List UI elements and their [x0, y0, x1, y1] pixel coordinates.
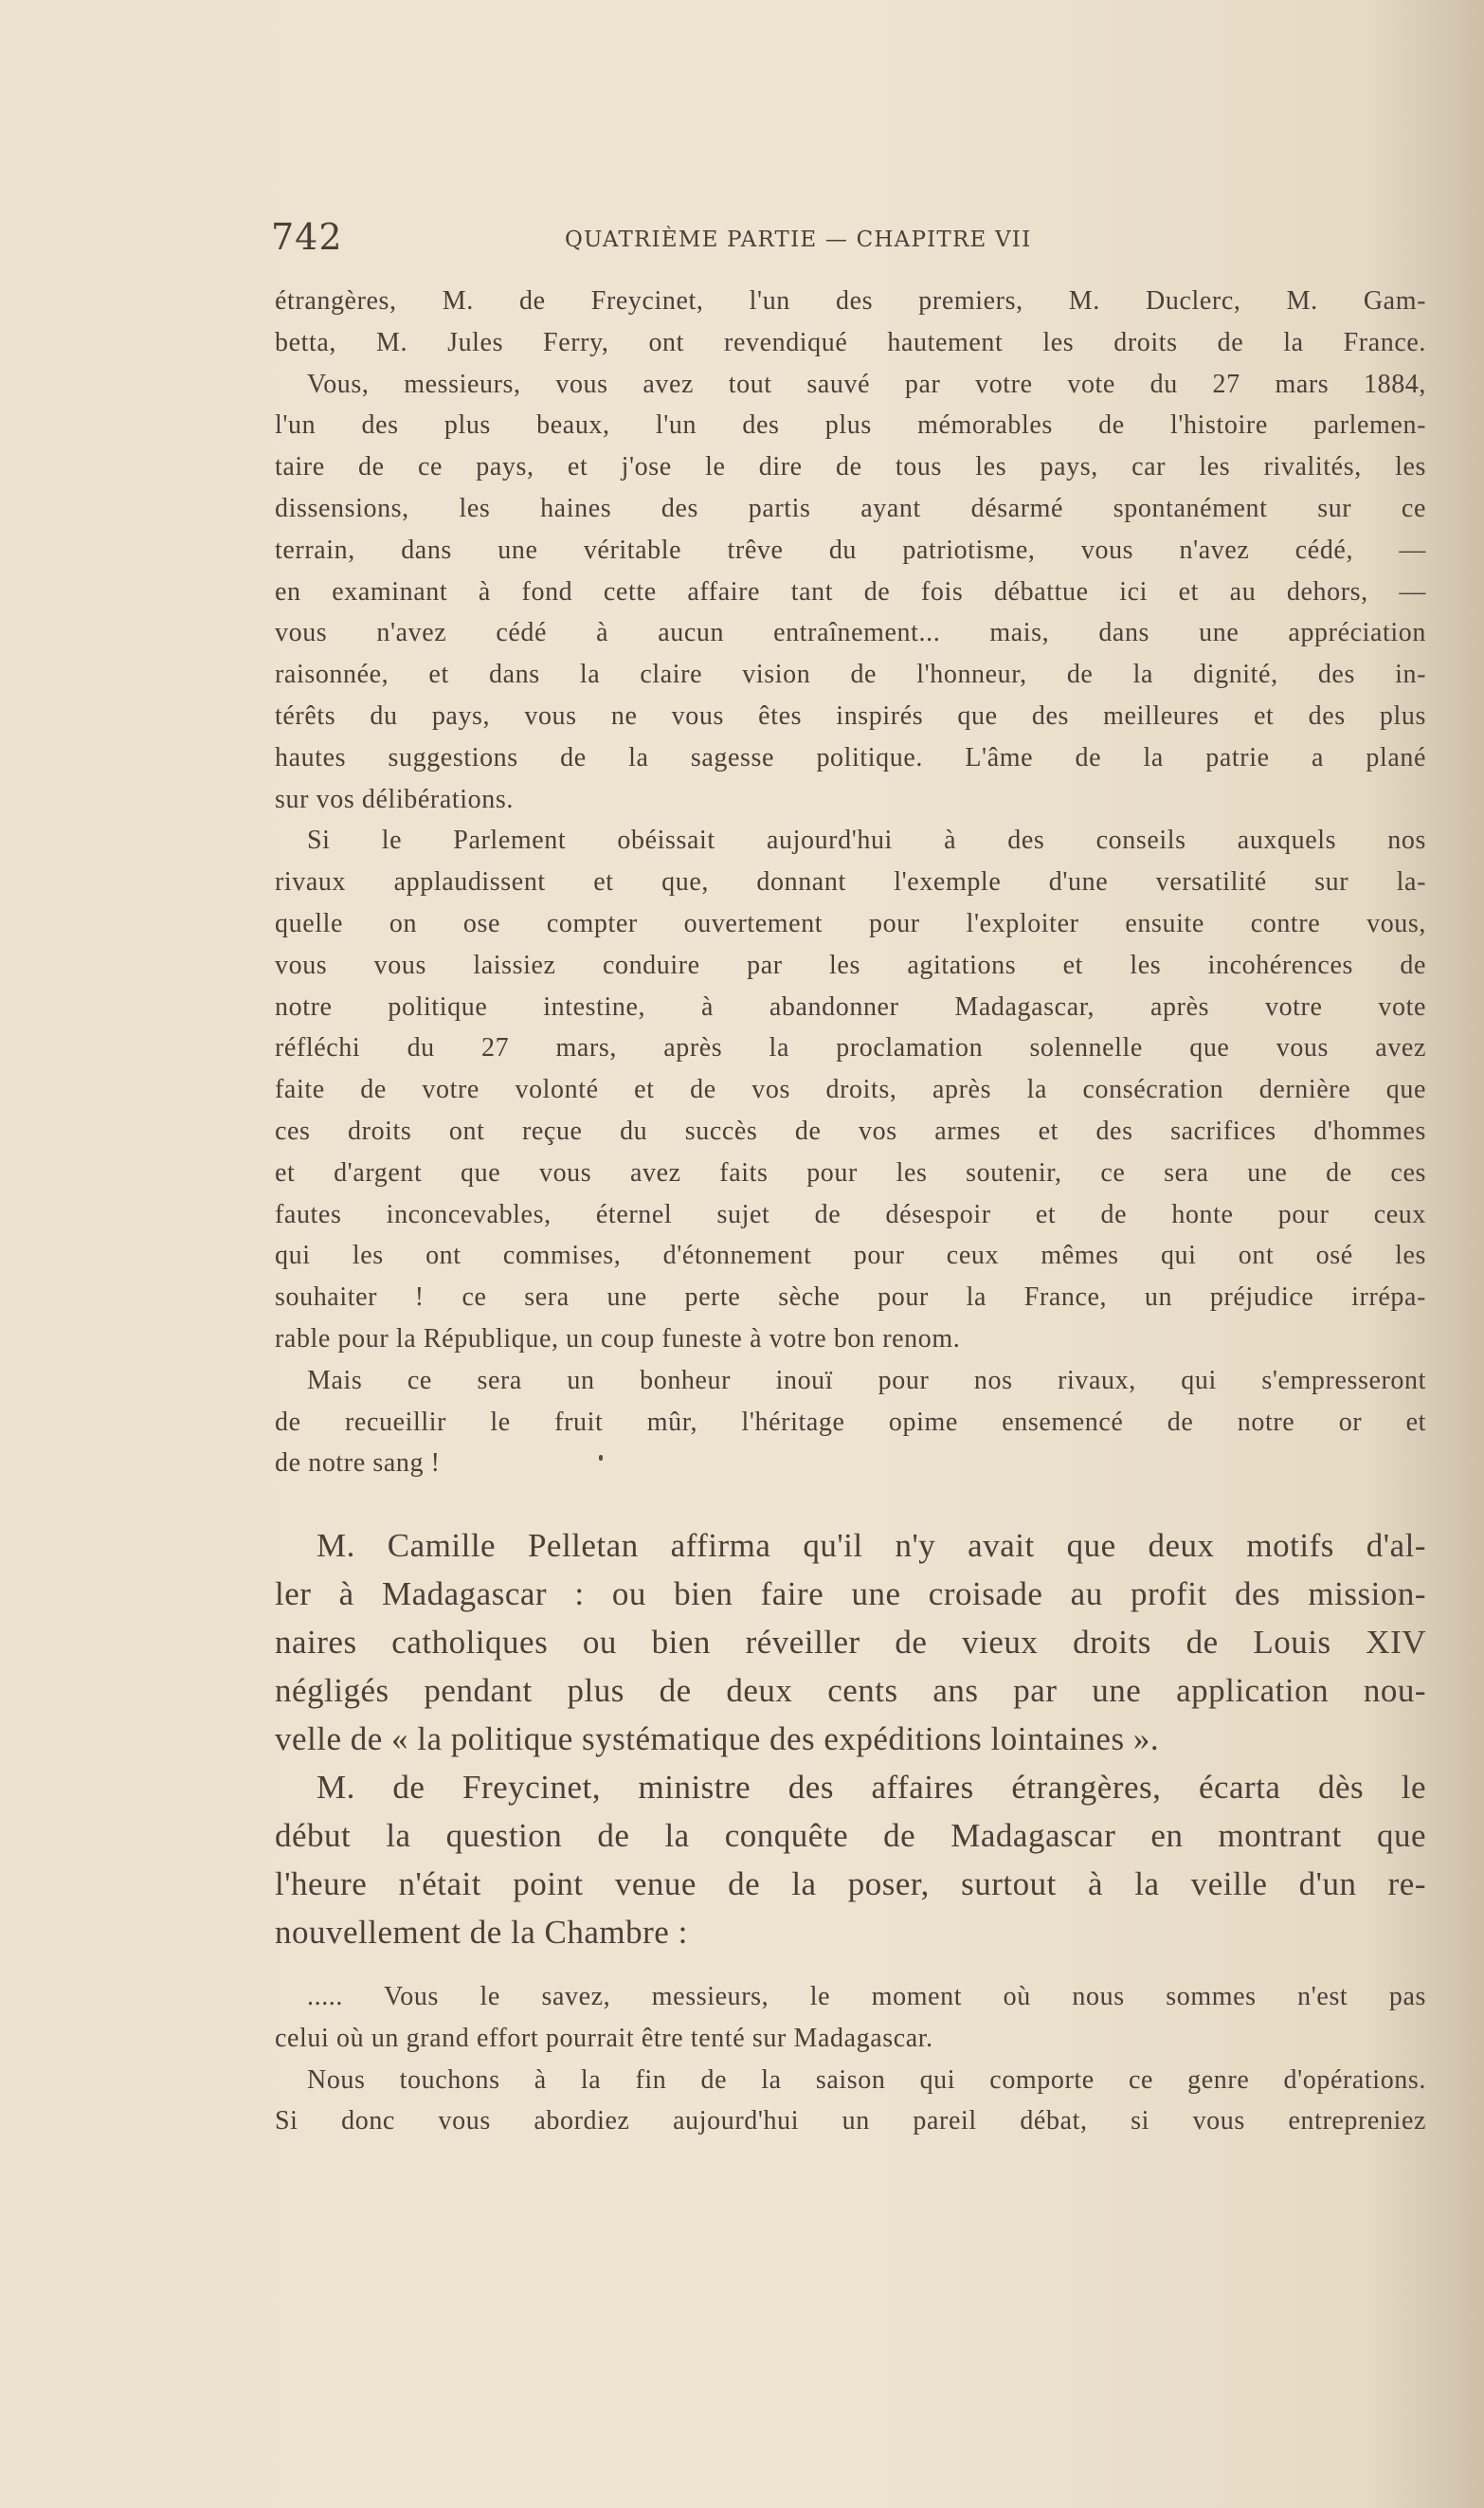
text-line: ler à Madagascar : ou bien faire une croisade au profit des mission- [275, 1575, 1426, 1612]
text-line: taire de ce pays, et j'ose le dire de tous les pays, car les rivalités, les [275, 452, 1426, 482]
text-line: de recueillir le fruit mûr, l'héritage opime ensemencé de notre or et [275, 1407, 1426, 1437]
text-line: Si donc vous abordiez aujourd'hui un pareil débat, si vous entrepreniez [275, 2106, 1426, 2136]
text-line: betta, M. Jules Ferry, ont revendiqué hautement les droits de la France. [275, 327, 1426, 357]
text-line: en examinant à fond cette affaire tant de fois débattue ici et au dehors, — [275, 576, 1426, 607]
quoted-speech-freycinet [275, 1976, 1426, 2142]
page-number: 742 [271, 216, 343, 258]
text-line: terrain, dans une véritable trêve du patriotisme, vous n'avez cédé, — [275, 535, 1426, 565]
text-line: début la question de la conquête de Madagascar en montrant que [275, 1817, 1426, 1854]
quoted-speech [275, 281, 1426, 1484]
text-line: raisonnée, et dans la claire vision de l'honneur, de la dignité, des in- [275, 660, 1426, 690]
text-line: quelle on ose compter ouvertement pour l'exploiter ensuite contre vous, [275, 908, 1426, 938]
text-line: ..... Vous le savez, messieurs, le moment où nous sommes n'est pas [307, 1982, 1426, 2011]
text-line: sur vos délibérations. [275, 784, 514, 814]
text-line: étrangères, M. de Freycinet, l'un des premiers, M. Duclerc, M. Gam- [275, 286, 1426, 316]
narrative-paragraphs [275, 1521, 1426, 1956]
text-line: faite de votre volonté et de vos droits, après la consécration dernière que [275, 1075, 1426, 1105]
text-line: l'un des plus beaux, l'un des plus mémorables de l'histoire parlemen- [275, 410, 1426, 441]
text-line: fautes inconcevables, éternel sujet de désespoir et de honte pour ceux [275, 1199, 1426, 1229]
text-line: Nous touchons à la fin de la saison qui comporte ce genre d'opérations. [307, 2064, 1426, 2095]
text-line: vous vous laissiez conduire par les agitations et les incohérences de [275, 950, 1426, 980]
text-line: de notre sang ! [275, 1448, 441, 1479]
text-line: térêts du pays, vous ne vous êtes inspirés que des meilleures et des plus [275, 700, 1426, 731]
text-line: négligés pendant plus de deux cents ans par une application nou- [275, 1672, 1426, 1709]
text-line: rable pour la République, un coup funeste à votre bon renom. [275, 1323, 961, 1354]
text-line: Vous, messieurs, vous avez tout sauvé par votre vote du 27 mars 1884, [307, 369, 1426, 399]
text-line: notre politique intestine, à abandonner Madagascar, après votre vote [275, 991, 1426, 1022]
text-line: M. Camille Pelletan affirma qu'il n'y avait que deux motifs d'al- [317, 1527, 1426, 1564]
text-line: rivaux applaudissent et que, donnant l'exemple d'une versatilité sur la- [275, 867, 1426, 898]
text-line: velle de « la politique systématique des expéditions lointaines ». [275, 1720, 1160, 1757]
text-line: l'heure n'était point venue de la poser, surtout à la veille d'un re- [275, 1865, 1426, 1902]
text-line: vous n'avez cédé à aucun entraînement... mais, dans une appréciation [275, 618, 1426, 648]
text-line: réfléchi du 27 mars, après la proclamation solennelle que vous avez [275, 1033, 1426, 1063]
text-line: M. de Freycinet, ministre des affaires étrangères, écarta dès le [317, 1769, 1426, 1806]
text-line: et d'argent que vous avez faits pour les soutenir, ce sera une de ces [275, 1157, 1426, 1188]
text-line: dissensions, les haines des partis ayant désarmé spontanément sur ce [275, 493, 1426, 523]
text-line: hautes suggestions de la sagesse politique. L'âme de la patrie a plané [275, 742, 1426, 772]
text-line: Mais ce sera un bonheur inouï pour nos rivaux, qui s'empresseront [307, 1365, 1426, 1395]
text-line: celui où un grand effort pourrait être tenté sur Madagascar. [275, 2023, 933, 2053]
text-line: souhaiter ! ce sera une perte sèche pour la France, un préjudice irrépa- [275, 1282, 1426, 1313]
text-line: naires catholiques ou bien réveiller de vieux droits de Louis XIV [275, 1624, 1426, 1661]
text-line: nouvellement de la Chambre : [275, 1914, 688, 1951]
page-header [271, 216, 1143, 264]
text-line: ces droits ont reçue du succès de vos armes et des sacrifices d'hommes [275, 1116, 1426, 1146]
text-line: Si le Parlement obéissait aujourd'hui à des conseils auxquels nos [307, 826, 1426, 856]
text-line: qui les ont commises, d'étonnement pour ceux mêmes qui ont osé les [275, 1241, 1426, 1271]
running-title: QUATRIÈME PARTIE — CHAPITRE VII [565, 227, 1032, 252]
ink-speck [599, 1455, 603, 1461]
